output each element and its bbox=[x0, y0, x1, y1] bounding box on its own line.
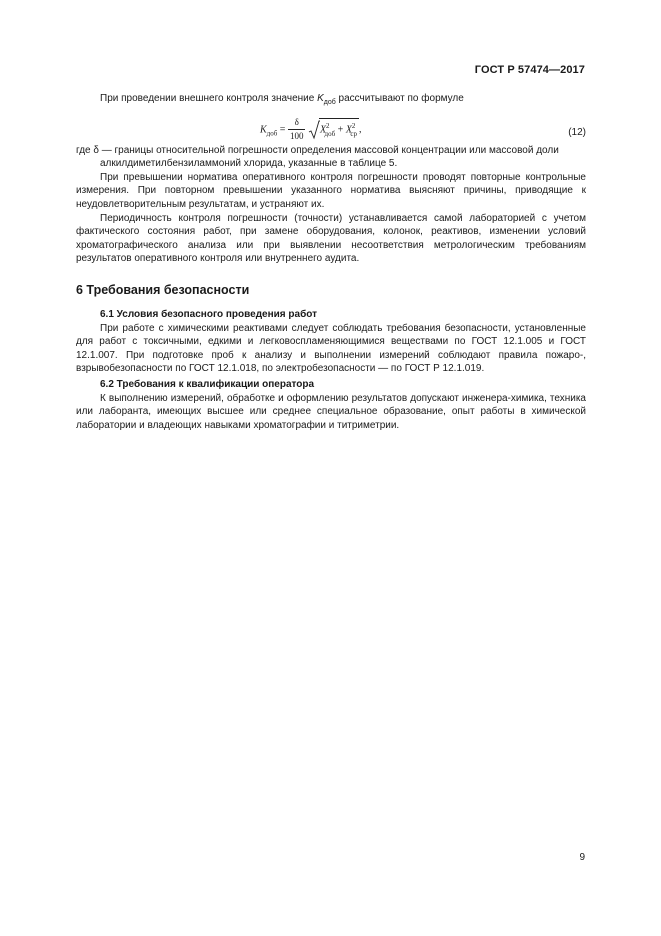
formula-end-comma: , bbox=[359, 123, 362, 135]
intro-variable: K bbox=[317, 93, 324, 104]
formula-x-dob-sub: доб bbox=[324, 129, 336, 138]
formula-block bbox=[76, 114, 586, 144]
formula-lhs-subscript: доб bbox=[266, 128, 278, 137]
where-line-2: алкилдиметилбензиламмоний хлорида, указанные в таблице 5. bbox=[100, 158, 398, 170]
fraction-numerator: δ bbox=[288, 116, 306, 131]
formula-lhs: K bbox=[260, 123, 267, 135]
formula-fraction bbox=[288, 116, 306, 144]
where-line-1: где δ — границы относительной погрешности определения массовой концентрации или массовой доли bbox=[76, 144, 559, 156]
subsection-6-2-title: 6.2 Требования к квалификации оператора bbox=[100, 378, 315, 390]
sqrt-radicand bbox=[319, 118, 359, 141]
formula-x-sr-sup: 2 bbox=[351, 122, 356, 131]
paragraph-repeat-control: При превышении норматива оперативного контроля погрешности проводят повторные контрольные измерения. При повторном превышении указанного норматива выясняют причины, приводящие к неудовлетворительным результатам, и устраняют их. bbox=[76, 171, 586, 210]
page-number: 9 bbox=[579, 852, 585, 863]
formula-x-sr: X bbox=[345, 124, 352, 136]
formula-12 bbox=[260, 116, 362, 144]
subsection-6-1-text: При работе с химическими реактивами следует соблюдать требования безопасности, установленные для работ с токсичными, едкими и легковоспламеняющимися веществами по ГОСТ 12.1.005 и ГОСТ 12.1.007. При подготовке проб к анализу и выполнении измерений соблюдают правила пожаро-, взрывобезопасности по ГОСТ 12.1.018, по электробезопасности — по ГОСТ Р 12.1.019. bbox=[76, 322, 586, 375]
formula-equals: = bbox=[277, 123, 288, 135]
subsection-6-1-title: 6.1 Условия безопасного проведения работ bbox=[100, 308, 318, 320]
subsection-6-2-text: К выполнению измерений, обработке и оформлению результатов допускают инженера-химика, техника или лаборанта, имеющих высшее или среднее специальное образование, опыт работы в химической лаборатории и владеющих навыками хроматографии и титриметрии. bbox=[76, 392, 586, 431]
intro-variable-subscript: доб bbox=[323, 99, 336, 106]
page-content bbox=[76, 92, 586, 432]
intro-text-before: При проведении внешнего контроля значение bbox=[100, 93, 318, 104]
intro-paragraph bbox=[76, 92, 586, 110]
formula-x-dob: X bbox=[319, 124, 327, 136]
formula-x-sr-sub: ср bbox=[350, 129, 358, 138]
intro-text-after: рассчитывают по формуле bbox=[335, 93, 464, 104]
square-root bbox=[308, 118, 362, 141]
formula-plus: + bbox=[335, 124, 346, 136]
document-header: ГОСТ Р 57474—2017 bbox=[474, 64, 585, 76]
formula-x-dob-sup: 2 bbox=[326, 122, 330, 131]
formula-number: (12) bbox=[568, 126, 586, 138]
paragraph-periodicity: Периодичность контроля погрешности (точности) устанавливается самой лабораторией с учетом фактического состояния работ, при замене оборудования, колонок, реактивов, изменении условий хроматографического анализа или при выявлении несоответствия метрологическим требованиям результатов оперативного контроля или внутреннего аудита. bbox=[76, 212, 586, 265]
fraction-denominator: 100 bbox=[289, 131, 304, 142]
section-6-title: 6 Требования безопасности bbox=[76, 282, 250, 297]
